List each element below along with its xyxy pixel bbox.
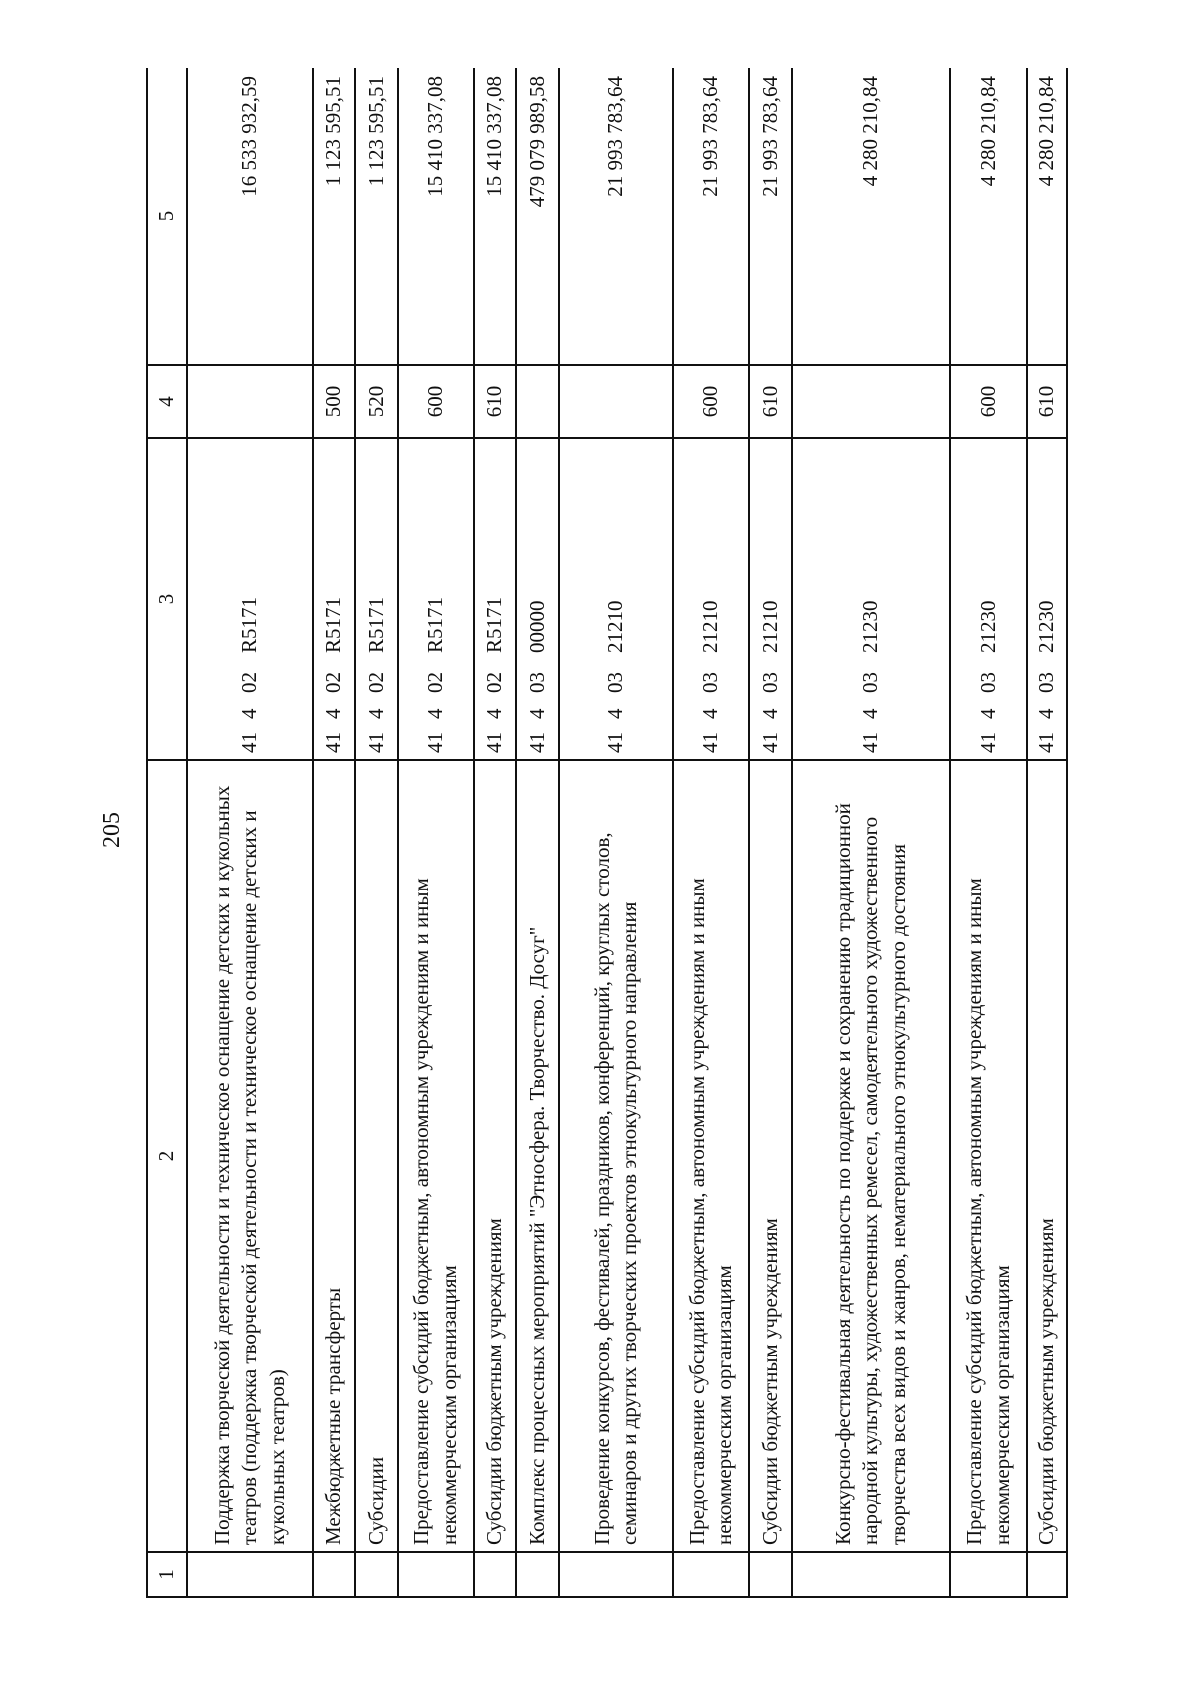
cell-code <box>673 438 749 760</box>
cell-name: Предоставление субсидий бюджетным, автономным учреждениям и иным некоммерческим организациям <box>950 760 1026 1552</box>
cell-amount: 16 533 932,59 <box>187 68 312 365</box>
page-number: 205 <box>99 812 125 848</box>
code-part: 02 <box>321 672 346 693</box>
code-part: 21230 <box>858 600 883 653</box>
code-part: 4 <box>698 708 723 719</box>
code-part: 4 <box>1034 708 1059 719</box>
cell-type: 610 <box>474 365 517 438</box>
code-part: 21210 <box>698 600 723 653</box>
cell-name: Субсидии бюджетным учреждениям <box>474 760 517 1552</box>
code-part: 03 <box>975 672 1000 693</box>
code-part: 41 <box>1034 732 1059 753</box>
cell-amount: 21 993 783,64 <box>559 68 673 365</box>
code-part: 41 <box>698 732 723 753</box>
cell-amount: 15 410 337,08 <box>398 68 474 365</box>
cell-num <box>187 1552 312 1597</box>
cell-code <box>355 438 398 760</box>
code-part: 41 <box>423 732 448 753</box>
cell-num <box>792 1552 951 1597</box>
code-part: 41 <box>363 732 388 753</box>
code-part: 21230 <box>975 600 1000 653</box>
table-row <box>950 68 1026 1597</box>
cell-code <box>516 438 559 760</box>
table-row <box>313 68 356 1597</box>
table-row <box>355 68 398 1597</box>
cell-code <box>187 438 312 760</box>
cell-type: 520 <box>355 365 398 438</box>
cell-name: Предоставление субсидий бюджетным, автономным учреждениям и иным некоммерческим организациям <box>398 760 474 1552</box>
code-part: 02 <box>363 672 388 693</box>
code-part: 21210 <box>757 600 782 653</box>
cell-type: 600 <box>950 365 1026 438</box>
cell-code <box>749 438 792 760</box>
cell-num <box>355 1552 398 1597</box>
code-part: 03 <box>603 672 628 693</box>
cell-num <box>559 1552 673 1597</box>
cell-type: 610 <box>749 365 792 438</box>
table-row <box>792 68 951 1597</box>
header-cell-type: 4 <box>147 365 187 438</box>
cell-num <box>474 1552 517 1597</box>
code-part: 4 <box>524 708 549 719</box>
code-part: 4 <box>321 708 346 719</box>
table-row <box>474 68 517 1597</box>
cell-name: Комплекс процессных мероприятий "Этносфера. Творчество. Досуг" <box>516 760 559 1552</box>
cell-name: Межбюджетные трансферты <box>313 760 356 1552</box>
cell-num <box>398 1552 474 1597</box>
code-part: 4 <box>603 708 628 719</box>
code-part: 02 <box>482 672 507 693</box>
cell-type: 500 <box>313 365 356 438</box>
cell-name: Предоставление субсидий бюджетным, автономным учреждениям и иным некоммерческим организациям <box>673 760 749 1552</box>
cell-amount: 21 993 783,64 <box>673 68 749 365</box>
cell-num <box>516 1552 559 1597</box>
cell-code <box>474 438 517 760</box>
header-row <box>147 68 187 1597</box>
code-part: 03 <box>524 672 549 693</box>
code-part: 41 <box>603 732 628 753</box>
cell-name: Конкурсно-фестивальная деятельность по поддержке и сохранению традиционной народной культуры, художественных ремесел, самодеятельного художественного творчества всех видов и жанров, нематериального этнокультурного достояния <box>792 760 951 1552</box>
cell-type <box>187 365 312 438</box>
cell-num <box>950 1552 1026 1597</box>
cell-amount: 479 079 989,58 <box>516 68 559 365</box>
code-part: 4 <box>858 708 883 719</box>
table-row <box>673 68 749 1597</box>
code-part: 4 <box>975 708 1000 719</box>
cell-amount: 4 280 210,84 <box>792 68 951 365</box>
code-part: 03 <box>858 672 883 693</box>
code-part: R5171 <box>321 596 346 653</box>
code-part: 4 <box>423 708 448 719</box>
code-part: 21230 <box>1034 600 1059 653</box>
budget-table <box>146 68 1068 1598</box>
cell-amount: 4 280 210,84 <box>950 68 1026 365</box>
table-row <box>559 68 673 1597</box>
table-body <box>147 68 1067 1597</box>
table-row <box>749 68 792 1597</box>
code-part: 02 <box>237 672 262 693</box>
cell-num <box>673 1552 749 1597</box>
cell-name: Проведение конкурсов, фестивалей, праздников, конференций, круглых столов, семинаров и других творческих проектов этнокультурного направления <box>559 760 673 1552</box>
code-part: 41 <box>321 732 346 753</box>
code-part: 4 <box>237 708 262 719</box>
cell-amount: 1 123 595,51 <box>355 68 398 365</box>
code-part: 4 <box>363 708 388 719</box>
table-row <box>187 68 312 1597</box>
code-part: 41 <box>524 732 549 753</box>
code-part: 4 <box>757 708 782 719</box>
cell-amount: 21 993 783,64 <box>749 68 792 365</box>
cell-code <box>559 438 673 760</box>
cell-type: 600 <box>673 365 749 438</box>
cell-amount: 4 280 210,84 <box>1027 68 1067 365</box>
table-row <box>398 68 474 1597</box>
budget-table-container <box>146 68 1068 1598</box>
cell-code <box>1027 438 1067 760</box>
header-cell-name: 2 <box>147 760 187 1552</box>
table-row <box>516 68 559 1597</box>
cell-num <box>1027 1552 1067 1597</box>
cell-type <box>516 365 559 438</box>
code-part: 41 <box>858 732 883 753</box>
cell-code <box>398 438 474 760</box>
cell-num <box>313 1552 356 1597</box>
cell-amount: 15 410 337,08 <box>474 68 517 365</box>
cell-name: Поддержка творческой деятельности и техническое оснащение детских и кукольных театров (поддержка творческой деятельности и техническое оснащение детских и кукольных театров) <box>187 760 312 1552</box>
cell-amount: 1 123 595,51 <box>313 68 356 365</box>
header-cell-amount: 5 <box>147 68 187 365</box>
header-cell-num: 1 <box>147 1552 187 1597</box>
code-part: 00000 <box>524 600 549 653</box>
cell-name: Субсидии бюджетным учреждениям <box>749 760 792 1552</box>
code-part: 4 <box>482 708 507 719</box>
code-part: 21210 <box>603 600 628 653</box>
code-part: 03 <box>757 672 782 693</box>
cell-name: Субсидии <box>355 760 398 1552</box>
cell-code <box>313 438 356 760</box>
code-part: 03 <box>1034 672 1059 693</box>
code-part: R5171 <box>482 596 507 653</box>
table-row <box>1027 68 1067 1597</box>
cell-type <box>559 365 673 438</box>
code-part: 41 <box>975 732 1000 753</box>
cell-type: 610 <box>1027 365 1067 438</box>
cell-code <box>792 438 951 760</box>
code-part: 41 <box>237 732 262 753</box>
rotated-table-frame <box>146 68 1068 1598</box>
code-part: R5171 <box>423 596 448 653</box>
code-part: R5171 <box>363 596 388 653</box>
code-part: 41 <box>482 732 507 753</box>
cell-type <box>792 365 951 438</box>
cell-name: Субсидии бюджетным учреждениям <box>1027 760 1067 1552</box>
cell-code <box>950 438 1026 760</box>
code-part: 02 <box>423 672 448 693</box>
cell-num <box>749 1552 792 1597</box>
code-part: R5171 <box>237 596 262 653</box>
code-part: 03 <box>698 672 723 693</box>
code-part: 41 <box>757 732 782 753</box>
header-cell-code: 3 <box>147 438 187 760</box>
cell-type: 600 <box>398 365 474 438</box>
